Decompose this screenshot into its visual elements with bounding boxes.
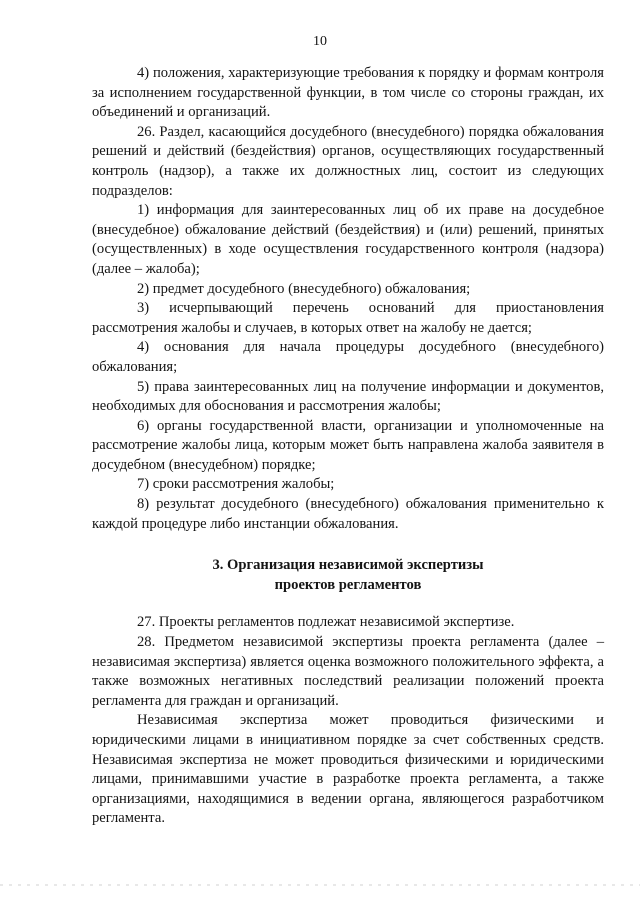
- subsection-1: 1) информация для заинтересованных лиц об их праве на досудебное (внесудебное) обжалование действий (бездействия) и (или) решений, принятых (осуществленных) в ходе осуществления государственного контроля (надзора) (далее – жалоба);: [92, 202, 604, 277]
- section-heading-line-1: 3. Организация независимой экспертизы: [212, 557, 484, 574]
- subsection-2: 2) предмет досудебного (внесудебного) обжалования;: [137, 280, 471, 297]
- spacer: [92, 534, 604, 556]
- subsection-4: 4) основания для начала процедуры досудебного (внесудебного) обжалования;: [92, 339, 604, 375]
- subsection-8: 8) результат досудебного (внесудебного) обжалования применительно к каждой процедуре либо инстанции обжалования.: [92, 496, 604, 532]
- section-heading-line-2: проектов регламентов: [274, 576, 422, 593]
- scan-artifact-line: [0, 884, 640, 886]
- subsection-5: 5) права заинтересованных лиц на получение информации и документов, необходимых для обоснования и рассмотрения жалобы;: [92, 378, 604, 415]
- paragraph-28: 28. Предметом независимой экспертизы проекта регламента (далее – независимая экспертиза) является оценка возможного положительного эффекта, а также возможных негативных последствий реализации положений проекта регламента для граждан и организаций.: [92, 634, 604, 709]
- page-number: 10: [313, 34, 327, 49]
- subsection-7: 7) сроки рассмотрения жалобы;: [137, 476, 335, 493]
- paragraph-26: 26. Раздел, касающийся досудебного (внесудебного) порядка обжалования решений и действий (бездействия) органов, осуществляющих государственный контроль (надзор), а также их должностных лиц, состоит из следующих подразделов:: [92, 123, 604, 199]
- paragraph-27: 27. Проекты регламентов подлежат независимой экспертизе.: [137, 614, 515, 631]
- document-body: [92, 64, 604, 829]
- subsection-6: 6) органы государственной власти, организации и уполномоченные на рассмотрение жалобы лица, которым может быть направлена жалоба заявителя в досудебном (внесудебном) порядке;: [92, 417, 604, 473]
- subsection-3: 3) исчерпывающий перечень оснований для приостановления рассмотрения жалобы и случаев, в которых ответ на жалобу не дается;: [92, 300, 604, 336]
- spacer: [92, 595, 604, 613]
- paragraph-independent-expertise: Независимая экспертиза может проводиться физическими и юридическими лицами в инициативном порядке за счет собственных средств. Независимая экспертиза не может проводиться физическими и юридическими лицами, принимавшими участие в разработке проекта регламента, а также организациями, находящимися в ведении органа, являющегося разработчиком регламента.: [92, 712, 604, 827]
- paragraph-item-4-controls: 4) положения, характеризующие требования к порядку и формам контроля за исполнением государственной функции, в том числе со стороны граждан, их объединений и организаций.: [92, 65, 604, 121]
